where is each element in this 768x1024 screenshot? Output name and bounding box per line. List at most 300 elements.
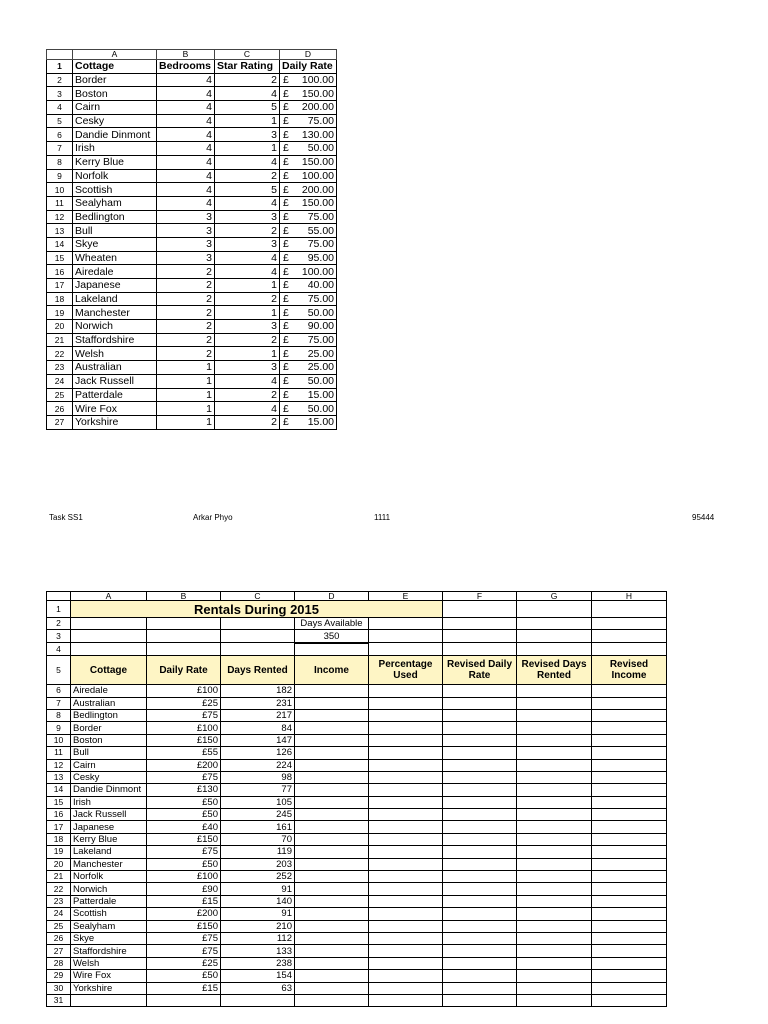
cottage-cell[interactable]: Airedale — [71, 685, 147, 697]
row-number[interactable]: 26 — [47, 932, 71, 944]
row-number[interactable]: 29 — [47, 970, 71, 982]
cell[interactable] — [369, 920, 443, 932]
cell[interactable] — [369, 784, 443, 796]
bedrooms-cell[interactable]: 4 — [157, 101, 215, 115]
cell[interactable] — [517, 957, 592, 969]
star-rating-cell[interactable]: 3 — [215, 320, 280, 334]
cottage-cell[interactable]: Manchester — [73, 306, 157, 320]
row-number[interactable]: 8 — [47, 155, 73, 169]
cell[interactable] — [295, 771, 369, 783]
daily-rate-cell[interactable]: £150 — [147, 734, 221, 746]
cell[interactable] — [295, 994, 369, 1006]
daily-rate-cell[interactable]: £75 — [147, 932, 221, 944]
cell[interactable] — [592, 809, 667, 821]
days-rented-cell[interactable]: 105 — [221, 796, 295, 808]
daily-rate-cell[interactable] — [280, 279, 337, 293]
row-number[interactable]: 16 — [47, 265, 73, 279]
cell[interactable] — [295, 796, 369, 808]
cell[interactable] — [517, 982, 592, 994]
cottage-cell[interactable]: Japanese — [71, 821, 147, 833]
cell[interactable] — [369, 759, 443, 771]
cell[interactable] — [592, 970, 667, 982]
bedrooms-cell[interactable]: 1 — [157, 402, 215, 416]
column-letter[interactable]: F — [443, 592, 517, 601]
row-number[interactable]: 18 — [47, 292, 73, 306]
cell[interactable] — [369, 833, 443, 845]
row-number[interactable]: 13 — [47, 224, 73, 238]
cottage-cell[interactable]: Australian — [71, 697, 147, 709]
cottage-cell[interactable]: Patterdale — [73, 388, 157, 402]
bedrooms-cell[interactable]: 2 — [157, 279, 215, 293]
sheet-title[interactable]: Rentals During 2015 — [71, 601, 443, 618]
header-cell[interactable]: Cottage — [71, 656, 147, 685]
star-rating-cell[interactable]: 3 — [215, 361, 280, 375]
header-cell[interactable]: Daily Rate — [147, 656, 221, 685]
header-cell[interactable]: Revised Daily Rate — [443, 656, 517, 685]
cell[interactable] — [592, 920, 667, 932]
cell[interactable] — [443, 846, 517, 858]
cottage-cell[interactable]: Jack Russell — [73, 374, 157, 388]
header-cell[interactable]: Cottage — [73, 60, 157, 74]
cell[interactable] — [592, 833, 667, 845]
star-rating-cell[interactable]: 4 — [215, 196, 280, 210]
bedrooms-cell[interactable]: 2 — [157, 306, 215, 320]
cell[interactable] — [592, 709, 667, 721]
column-letter[interactable]: D — [280, 50, 337, 60]
cell[interactable] — [369, 957, 443, 969]
bedrooms-cell[interactable]: 3 — [157, 210, 215, 224]
cell[interactable] — [369, 771, 443, 783]
row-number[interactable]: 8 — [47, 709, 71, 721]
daily-rate-cell[interactable] — [280, 128, 337, 142]
daily-rate-cell[interactable] — [280, 101, 337, 115]
days-rented-cell[interactable]: 238 — [221, 957, 295, 969]
cell[interactable] — [295, 747, 369, 759]
row-number[interactable]: 24 — [47, 374, 73, 388]
star-rating-cell[interactable]: 2 — [215, 415, 280, 429]
cottage-cell[interactable]: Bull — [71, 747, 147, 759]
daily-rate-cell[interactable] — [280, 347, 337, 361]
cottage-cell[interactable]: Cairn — [71, 759, 147, 771]
cottage-cell[interactable]: Lakeland — [73, 292, 157, 306]
bedrooms-cell[interactable]: 4 — [157, 128, 215, 142]
days-rented-cell[interactable]: 77 — [221, 784, 295, 796]
bedrooms-cell[interactable]: 1 — [157, 388, 215, 402]
row-number[interactable]: 16 — [47, 809, 71, 821]
cell[interactable] — [369, 643, 443, 656]
cell[interactable] — [295, 883, 369, 895]
cell[interactable] — [592, 957, 667, 969]
daily-rate-cell[interactable]: £50 — [147, 858, 221, 870]
cell[interactable] — [517, 771, 592, 783]
cell[interactable] — [592, 784, 667, 796]
daily-rate-cell[interactable]: £40 — [147, 821, 221, 833]
cottage-cell[interactable]: Bull — [73, 224, 157, 238]
column-letter[interactable]: C — [221, 592, 295, 601]
cottage-cell[interactable]: Scottish — [71, 908, 147, 920]
cottage-cell[interactable]: Boston — [71, 734, 147, 746]
cottage-cell[interactable]: Dandie Dinmont — [73, 128, 157, 142]
daily-rate-cell[interactable]: £15 — [147, 982, 221, 994]
cell[interactable] — [71, 630, 147, 643]
row-number[interactable]: 24 — [47, 908, 71, 920]
bedrooms-cell[interactable]: 4 — [157, 196, 215, 210]
bedrooms-cell[interactable]: 1 — [157, 374, 215, 388]
column-letter[interactable]: H — [592, 592, 667, 601]
star-rating-cell[interactable]: 3 — [215, 237, 280, 251]
cottage-cell[interactable]: Wire Fox — [71, 970, 147, 982]
cell[interactable] — [592, 697, 667, 709]
daily-rate-cell[interactable] — [280, 251, 337, 265]
cell[interactable] — [295, 982, 369, 994]
cottage-cell[interactable]: Kerry Blue — [71, 833, 147, 845]
row-number[interactable]: 18 — [47, 833, 71, 845]
row-number[interactable]: 9 — [47, 722, 71, 734]
daily-rate-cell[interactable] — [280, 196, 337, 210]
cell[interactable] — [295, 709, 369, 721]
cell[interactable] — [517, 970, 592, 982]
cell[interactable] — [517, 908, 592, 920]
cell[interactable] — [369, 970, 443, 982]
cell[interactable] — [592, 883, 667, 895]
row-number[interactable]: 19 — [47, 846, 71, 858]
cell[interactable] — [443, 920, 517, 932]
row-number[interactable]: 2 — [47, 73, 73, 87]
star-rating-cell[interactable]: 4 — [215, 87, 280, 101]
cell[interactable] — [592, 932, 667, 944]
daily-rate-cell[interactable]: £150 — [147, 920, 221, 932]
daily-rate-cell[interactable]: £75 — [147, 771, 221, 783]
row-number[interactable]: 11 — [47, 747, 71, 759]
daily-rate-cell[interactable]: £130 — [147, 784, 221, 796]
star-rating-cell[interactable]: 4 — [215, 374, 280, 388]
daily-rate-cell[interactable] — [280, 73, 337, 87]
header-cell[interactable]: Daily Rate — [280, 60, 337, 74]
cell[interactable] — [443, 858, 517, 870]
cell[interactable] — [295, 821, 369, 833]
header-cell[interactable]: Days Rented — [221, 656, 295, 685]
column-letter[interactable]: B — [157, 50, 215, 60]
row-number[interactable]: 12 — [47, 210, 73, 224]
row-number[interactable]: 21 — [47, 333, 73, 347]
days-rented-cell[interactable]: 210 — [221, 920, 295, 932]
cell[interactable] — [443, 630, 517, 643]
column-letter[interactable]: A — [71, 592, 147, 601]
daily-rate-cell[interactable] — [280, 306, 337, 320]
row-number[interactable]: 6 — [47, 128, 73, 142]
days-rented-cell[interactable]: 161 — [221, 821, 295, 833]
column-letter[interactable]: C — [215, 50, 280, 60]
cell[interactable] — [443, 883, 517, 895]
daily-rate-cell[interactable] — [280, 114, 337, 128]
cell[interactable] — [295, 833, 369, 845]
cottage-cell[interactable]: Irish — [73, 142, 157, 156]
cell[interactable] — [592, 601, 667, 618]
row-number[interactable]: 19 — [47, 306, 73, 320]
cottage-cell[interactable]: Cesky — [71, 771, 147, 783]
bedrooms-cell[interactable]: 2 — [157, 265, 215, 279]
daily-rate-cell[interactable]: £50 — [147, 796, 221, 808]
star-rating-cell[interactable]: 2 — [215, 169, 280, 183]
bedrooms-cell[interactable]: 4 — [157, 155, 215, 169]
star-rating-cell[interactable]: 3 — [215, 210, 280, 224]
cottage-cell[interactable]: Bedlington — [71, 709, 147, 721]
row-number[interactable]: 5 — [47, 656, 71, 685]
cell[interactable] — [443, 908, 517, 920]
days-rented-cell[interactable]: 63 — [221, 982, 295, 994]
cell[interactable] — [592, 759, 667, 771]
daily-rate-cell[interactable] — [280, 155, 337, 169]
daily-rate-cell[interactable]: £50 — [147, 809, 221, 821]
cell[interactable] — [443, 994, 517, 1006]
header-cell[interactable]: Bedrooms — [157, 60, 215, 74]
row-number[interactable]: 13 — [47, 771, 71, 783]
days-rented-cell[interactable]: 84 — [221, 722, 295, 734]
cell[interactable] — [592, 895, 667, 907]
cell[interactable] — [517, 759, 592, 771]
bedrooms-cell[interactable]: 1 — [157, 415, 215, 429]
star-rating-cell[interactable]: 4 — [215, 402, 280, 416]
cell[interactable] — [369, 709, 443, 721]
row-number[interactable]: 15 — [47, 796, 71, 808]
cell[interactable] — [369, 734, 443, 746]
column-letter[interactable]: D — [295, 592, 369, 601]
daily-rate-cell[interactable] — [280, 224, 337, 238]
cell[interactable] — [295, 846, 369, 858]
days-rented-cell[interactable]: 91 — [221, 908, 295, 920]
cell[interactable] — [295, 871, 369, 883]
row-number[interactable]: 22 — [47, 347, 73, 361]
header-cell[interactable]: Revised Income — [592, 656, 667, 685]
column-letter[interactable]: E — [369, 592, 443, 601]
bedrooms-cell[interactable]: 4 — [157, 73, 215, 87]
cell[interactable] — [517, 734, 592, 746]
star-rating-cell[interactable]: 2 — [215, 333, 280, 347]
row-number[interactable]: 25 — [47, 920, 71, 932]
cell[interactable] — [517, 846, 592, 858]
cell[interactable] — [295, 932, 369, 944]
row-number[interactable]: 9 — [47, 169, 73, 183]
star-rating-cell[interactable]: 1 — [215, 279, 280, 293]
daily-rate-cell[interactable] — [280, 333, 337, 347]
row-number[interactable]: 26 — [47, 402, 73, 416]
column-letter[interactable]: G — [517, 592, 592, 601]
daily-rate-cell[interactable]: £75 — [147, 709, 221, 721]
daily-rate-cell[interactable]: £200 — [147, 908, 221, 920]
row-number[interactable]: 7 — [47, 697, 71, 709]
cottage-cell[interactable]: Sealyham — [73, 196, 157, 210]
star-rating-cell[interactable]: 1 — [215, 306, 280, 320]
cell[interactable] — [369, 747, 443, 759]
cell[interactable] — [369, 697, 443, 709]
bedrooms-cell[interactable]: 4 — [157, 142, 215, 156]
cell[interactable] — [443, 871, 517, 883]
cell[interactable] — [443, 982, 517, 994]
days-rented-cell[interactable]: 224 — [221, 759, 295, 771]
row-number[interactable]: 31 — [47, 994, 71, 1006]
cell[interactable] — [221, 643, 295, 656]
row-number[interactable]: 23 — [47, 895, 71, 907]
row-number[interactable]: 4 — [47, 643, 71, 656]
cell[interactable] — [517, 920, 592, 932]
cell[interactable] — [295, 920, 369, 932]
daily-rate-cell[interactable]: £55 — [147, 747, 221, 759]
cell[interactable] — [71, 618, 147, 630]
days-rented-cell[interactable]: 252 — [221, 871, 295, 883]
daily-rate-cell[interactable] — [280, 361, 337, 375]
cell[interactable] — [221, 630, 295, 643]
days-rented-cell[interactable]: 91 — [221, 883, 295, 895]
cottage-cell[interactable]: Yorkshire — [73, 415, 157, 429]
cottage-cell[interactable]: Cairn — [73, 101, 157, 115]
cell[interactable] — [443, 722, 517, 734]
cell[interactable] — [147, 618, 221, 630]
cell[interactable] — [295, 643, 369, 656]
cottage-cell[interactable]: Patterdale — [71, 895, 147, 907]
column-letter[interactable]: B — [147, 592, 221, 601]
days-rented-cell[interactable]: 119 — [221, 846, 295, 858]
days-available-value[interactable]: 350 — [295, 630, 369, 643]
cell[interactable] — [369, 982, 443, 994]
cell[interactable] — [295, 809, 369, 821]
row-number[interactable]: 23 — [47, 361, 73, 375]
cell[interactable] — [517, 994, 592, 1006]
cottage-cell[interactable]: Cesky — [73, 114, 157, 128]
cottage-cell[interactable]: Skye — [73, 237, 157, 251]
cottage-cell[interactable]: Wire Fox — [73, 402, 157, 416]
cottage-cell[interactable]: Lakeland — [71, 846, 147, 858]
daily-rate-cell[interactable] — [280, 388, 337, 402]
cell[interactable] — [369, 858, 443, 870]
cell[interactable] — [147, 994, 221, 1006]
row-number[interactable]: 3 — [47, 87, 73, 101]
cell[interactable] — [517, 833, 592, 845]
cottage-cell[interactable]: Staffordshire — [73, 333, 157, 347]
cell[interactable] — [369, 994, 443, 1006]
cell[interactable] — [295, 697, 369, 709]
days-rented-cell[interactable]: 217 — [221, 709, 295, 721]
cottage-cell[interactable]: Bedlington — [73, 210, 157, 224]
daily-rate-cell[interactable] — [280, 169, 337, 183]
daily-rate-cell[interactable]: £25 — [147, 957, 221, 969]
cell[interactable] — [443, 796, 517, 808]
cell[interactable] — [443, 932, 517, 944]
cottage-cell[interactable]: Welsh — [73, 347, 157, 361]
cottage-cell[interactable]: Staffordshire — [71, 945, 147, 957]
bedrooms-cell[interactable]: 3 — [157, 251, 215, 265]
cottage-cell[interactable]: Norwich — [73, 320, 157, 334]
row-number[interactable]: 6 — [47, 685, 71, 697]
cell[interactable] — [592, 722, 667, 734]
daily-rate-cell[interactable] — [280, 292, 337, 306]
row-number[interactable]: 1 — [47, 60, 73, 74]
daily-rate-cell[interactable]: £100 — [147, 685, 221, 697]
cottage-cell[interactable]: Kerry Blue — [73, 155, 157, 169]
cell[interactable] — [517, 722, 592, 734]
cottage-cell[interactable]: Wheaten — [73, 251, 157, 265]
cell[interactable] — [443, 784, 517, 796]
star-rating-cell[interactable]: 2 — [215, 388, 280, 402]
daily-rate-cell[interactable] — [280, 265, 337, 279]
cell[interactable] — [592, 630, 667, 643]
cell[interactable] — [517, 618, 592, 630]
cottage-cell[interactable]: Sealyham — [71, 920, 147, 932]
cell[interactable] — [295, 734, 369, 746]
bedrooms-cell[interactable]: 4 — [157, 87, 215, 101]
cell[interactable] — [369, 945, 443, 957]
daily-rate-cell[interactable] — [280, 87, 337, 101]
cell[interactable] — [443, 734, 517, 746]
cell[interactable] — [592, 846, 667, 858]
daily-rate-cell[interactable]: £100 — [147, 722, 221, 734]
row-number[interactable]: 20 — [47, 320, 73, 334]
bedrooms-cell[interactable]: 4 — [157, 114, 215, 128]
cottage-cell[interactable]: Welsh — [71, 957, 147, 969]
cell[interactable] — [443, 895, 517, 907]
cell[interactable] — [517, 883, 592, 895]
cell[interactable] — [592, 821, 667, 833]
row-number[interactable]: 30 — [47, 982, 71, 994]
daily-rate-cell[interactable] — [280, 320, 337, 334]
cottage-cell[interactable]: Skye — [71, 932, 147, 944]
cell[interactable] — [369, 618, 443, 630]
header-cell[interactable]: Revised Days Rented — [517, 656, 592, 685]
bedrooms-cell[interactable]: 2 — [157, 320, 215, 334]
row-number[interactable]: 27 — [47, 415, 73, 429]
cell[interactable] — [517, 643, 592, 656]
row-number[interactable]: 22 — [47, 883, 71, 895]
days-rented-cell[interactable]: 126 — [221, 747, 295, 759]
star-rating-cell[interactable]: 5 — [215, 183, 280, 197]
row-number[interactable]: 17 — [47, 279, 73, 293]
cell[interactable] — [517, 747, 592, 759]
column-letter[interactable]: A — [73, 50, 157, 60]
row-number[interactable]: 14 — [47, 784, 71, 796]
cell[interactable] — [517, 601, 592, 618]
bedrooms-cell[interactable]: 2 — [157, 347, 215, 361]
days-rented-cell[interactable]: 154 — [221, 970, 295, 982]
days-rented-cell[interactable]: 98 — [221, 771, 295, 783]
cell[interactable] — [295, 784, 369, 796]
cell[interactable] — [443, 759, 517, 771]
cell[interactable] — [295, 945, 369, 957]
cottage-cell[interactable]: Scottish — [73, 183, 157, 197]
row-number[interactable]: 27 — [47, 945, 71, 957]
cell[interactable] — [592, 771, 667, 783]
row-number[interactable]: 3 — [47, 630, 71, 643]
row-number[interactable]: 10 — [47, 734, 71, 746]
cottage-cell[interactable]: Border — [71, 722, 147, 734]
bedrooms-cell[interactable]: 4 — [157, 183, 215, 197]
cell[interactable] — [517, 932, 592, 944]
row-number[interactable]: 12 — [47, 759, 71, 771]
cell[interactable] — [517, 945, 592, 957]
cottage-cell[interactable]: Yorkshire — [71, 982, 147, 994]
bedrooms-cell[interactable]: 2 — [157, 333, 215, 347]
cell[interactable] — [517, 821, 592, 833]
daily-rate-cell[interactable]: £25 — [147, 697, 221, 709]
cell[interactable] — [517, 871, 592, 883]
cottage-cell[interactable]: Irish — [71, 796, 147, 808]
cell[interactable] — [517, 630, 592, 643]
row-number[interactable]: 1 — [47, 601, 71, 618]
cell[interactable] — [592, 643, 667, 656]
daily-rate-cell[interactable]: £200 — [147, 759, 221, 771]
row-number[interactable]: 7 — [47, 142, 73, 156]
days-available-label[interactable]: Days Available — [295, 618, 369, 630]
daily-rate-cell[interactable] — [280, 415, 337, 429]
cell[interactable] — [592, 796, 667, 808]
